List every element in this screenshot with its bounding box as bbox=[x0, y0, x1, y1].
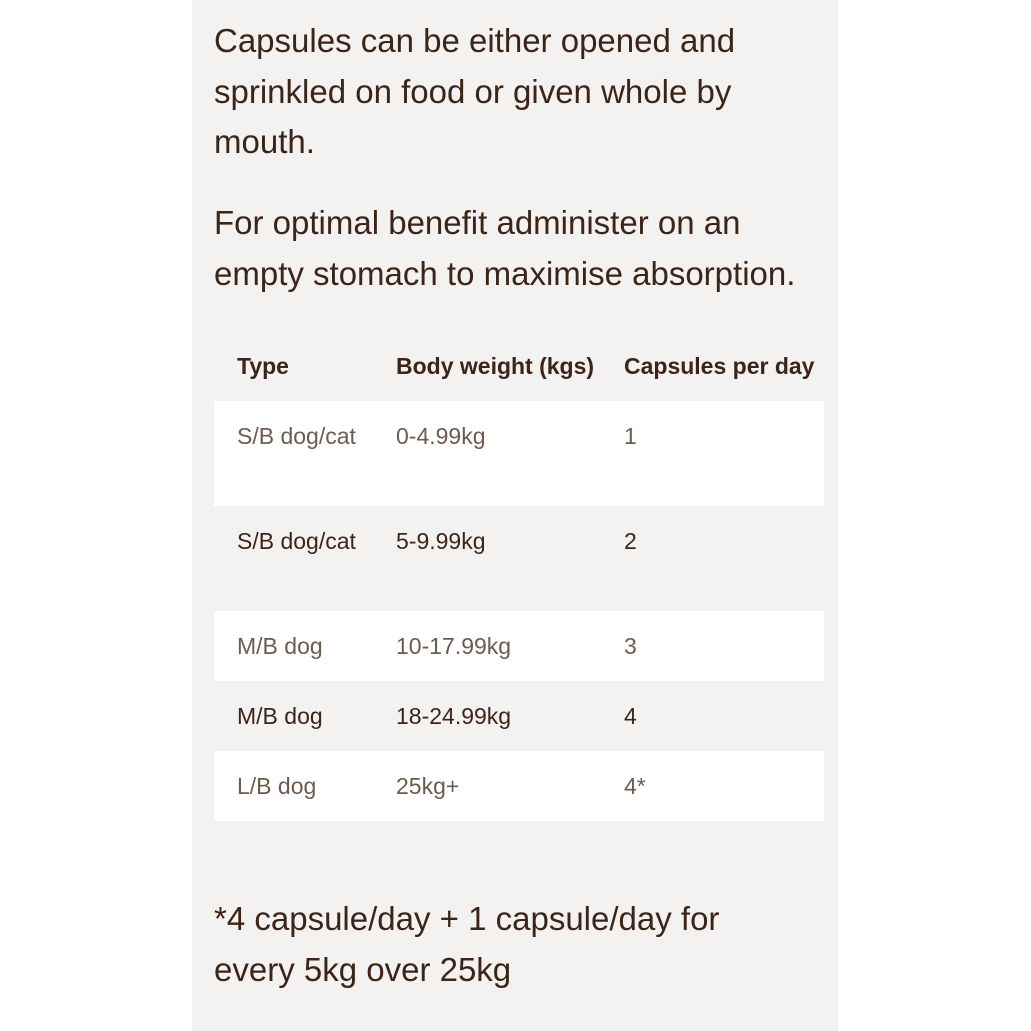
header-type: Type bbox=[237, 353, 289, 379]
cell-body-weight: 10-17.99kg bbox=[373, 611, 601, 681]
dosage-footnote: *4 capsule/day + 1 capsule/day for every 5kg over 25kg bbox=[214, 900, 720, 988]
table-row bbox=[214, 611, 824, 681]
table-row bbox=[214, 401, 824, 506]
cell-body-weight: 18-24.99kg bbox=[396, 703, 512, 729]
cell-type: S/B dog/cat bbox=[237, 528, 356, 554]
cell-capsules: 4 bbox=[624, 703, 637, 729]
header-body-weight: Body weight (kgs) bbox=[396, 353, 595, 379]
cell-type: L/B dog bbox=[214, 751, 373, 821]
dosage-table bbox=[214, 331, 824, 821]
cell-type: M/B dog bbox=[214, 611, 373, 681]
cell-capsules: 1 bbox=[601, 401, 824, 506]
cell-capsules: 2 bbox=[624, 528, 637, 554]
table-header-row bbox=[214, 331, 824, 401]
cell-type: M/B dog bbox=[237, 703, 323, 729]
header-capsules-per-day: Capsules per day bbox=[624, 353, 815, 379]
cell-type: S/B dog/cat bbox=[214, 401, 373, 506]
administration-advice-text: For optimal benefit administer on an empty stomach to maximise absorption. bbox=[214, 204, 796, 292]
table-row bbox=[214, 506, 824, 611]
cell-body-weight: 0-4.99kg bbox=[373, 401, 601, 506]
content-panel bbox=[192, 0, 838, 1031]
cell-capsules: 4* bbox=[601, 751, 824, 821]
cell-capsules: 3 bbox=[601, 611, 824, 681]
table-row bbox=[214, 681, 824, 751]
cell-body-weight: 25kg+ bbox=[373, 751, 601, 821]
table-row bbox=[214, 751, 824, 821]
cell-body-weight: 5-9.99kg bbox=[396, 528, 486, 554]
usage-instructions-text: Capsules can be either opened and sprinkled on food or given whole by mouth. bbox=[214, 22, 736, 160]
